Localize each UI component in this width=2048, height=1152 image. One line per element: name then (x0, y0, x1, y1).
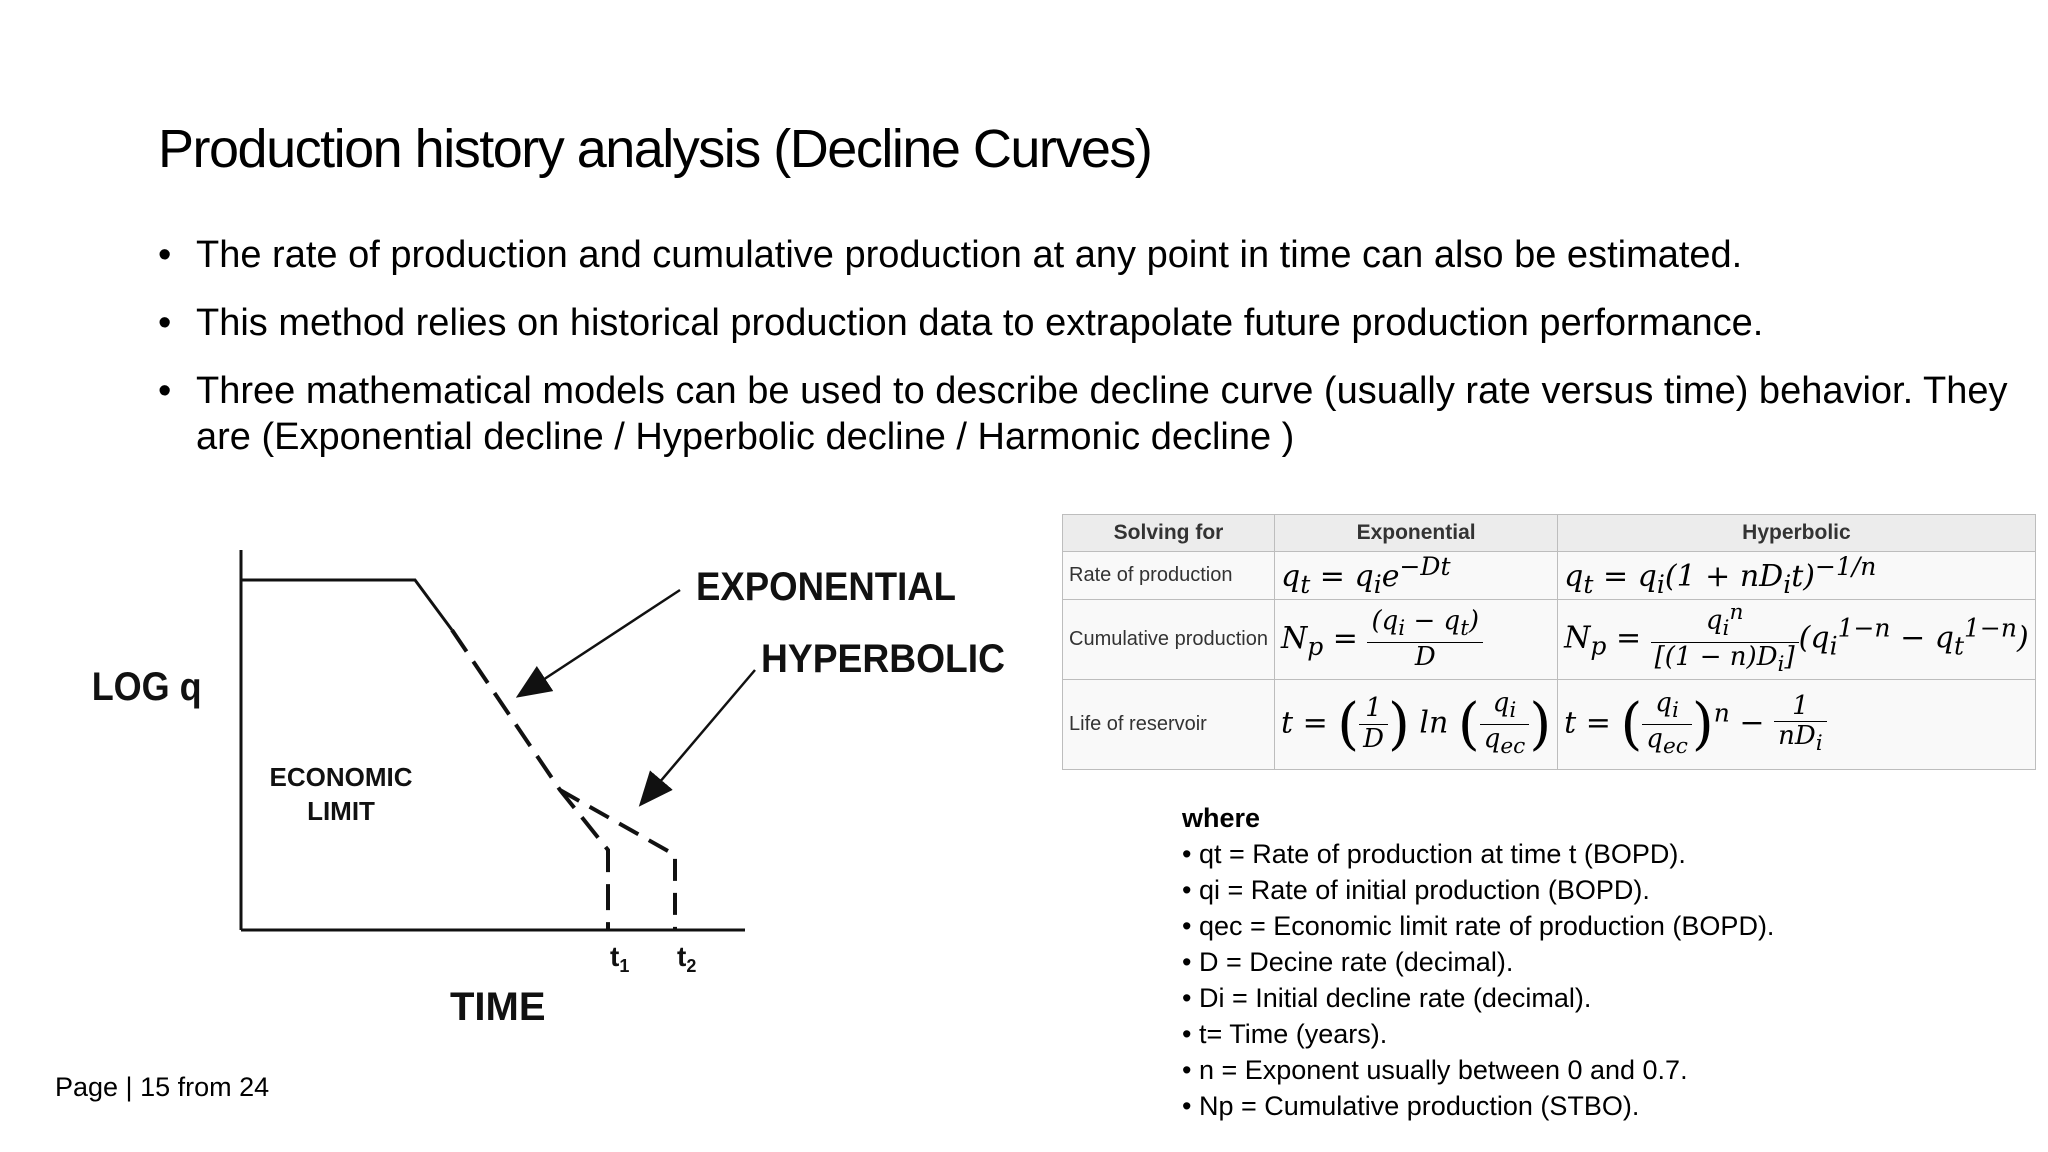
where-heading: where (1182, 803, 1261, 833)
definition-item: • Np = Cumulative production (STBO). (1182, 1091, 1640, 1121)
hyperbolic-life-equation: t = ( $\frac{q_i}{q_{ec}}$ )$^n$ − $\frac{1}{nD_i}$ (1558, 680, 2036, 770)
definition-item: • Di = Initial decline rate (decimal). (1182, 983, 1592, 1013)
row-label: Rate of production (1063, 552, 1275, 600)
definition-item: • t= Time (years). (1182, 1019, 1388, 1049)
table-header-cell: Exponential (1275, 515, 1558, 552)
decline-equations-table (1062, 514, 2036, 770)
decline-curve-figure (80, 530, 1020, 1050)
hyperbolic-arrow (642, 670, 755, 803)
bullet-dot: • (158, 370, 172, 412)
slide-title: Production history analysis (Decline Curves) (158, 119, 1152, 179)
bullet-dot: • (158, 234, 172, 276)
decline-curve-diagram (80, 530, 1020, 1050)
economic-limit-label: LIMIT (307, 796, 375, 826)
table-header-row (1063, 515, 2036, 552)
bullet-list (158, 232, 2008, 482)
t1-label: $t_1$ (610, 941, 630, 976)
hyperbolic-label: HYPERBOLIC (761, 637, 1005, 681)
variable-definitions (1182, 800, 1774, 1124)
table-row (1063, 600, 2036, 680)
table-row (1063, 552, 2036, 600)
plateau-and-decline-line (241, 580, 452, 630)
economic-limit-label: ECONOMIC (269, 762, 413, 792)
exponential-curve (452, 630, 608, 930)
exponential-arrow (520, 590, 680, 695)
hyperbolic-cumulative-equation: $N_p$ = $\frac{q_i^n}{[(1 - n)D_i]}$ $(q_i^{1-n} - q_t^{1-n})$ (1558, 600, 2036, 680)
definition-item: • qt = Rate of production at time t (BOPD). (1182, 839, 1686, 869)
definition-item: • n = Exponent usually between 0 and 0.7. (1182, 1055, 1688, 1085)
table-row (1063, 680, 2036, 770)
page-number: Page | 15 from 24 (55, 1072, 270, 1102)
table-header-cell: Hyperbolic (1558, 515, 2036, 552)
bullet-text: The rate of production and cumulative production at any point in time can also be estimated. (196, 234, 1743, 276)
table-header-cell: Solving for (1063, 515, 1275, 552)
exponential-life-equation: t = ( $\frac{1}{D}$ ) ln ( $\frac{q_i}{q_{ec}}$ ) (1275, 680, 1558, 770)
definition-item: • D = Decine rate (decimal). (1182, 947, 1514, 977)
row-label: Cumulative production (1063, 600, 1275, 680)
y-axis-label: LOG q (91, 665, 202, 710)
bullet-item (158, 368, 2008, 460)
bullet-item (158, 300, 2008, 346)
bullet-text: This method relies on historical production data to extrapolate future production performance. (196, 302, 1764, 344)
exponential-cumulative-equation: $N_p$ = $\frac{(q_i - q_t)}{D}$ (1275, 600, 1558, 680)
x-axis-label: TIME (450, 985, 546, 1029)
row-label: Life of reservoir (1063, 680, 1275, 770)
definition-item: • qi = Rate of initial production (BOPD). (1182, 875, 1650, 905)
bullet-text: Three mathematical models can be used to describe decline curve (usually rate versus time) behavior. They are (Exponential decline / Hyperbolic decline / Harmonic decline ) (196, 370, 2008, 458)
exponential-label: EXPONENTIAL (696, 565, 956, 609)
hyperbolic-curve (560, 790, 675, 930)
hyperbolic-rate-equation: $q_t = q_i(1 + nD_it)^{-1/n}$ (1558, 552, 2036, 600)
bullet-item (158, 232, 2008, 278)
definition-item: • qec = Economic limit rate of production (BOPD). (1182, 911, 1775, 941)
t2-label: $t_2$ (677, 941, 697, 976)
exponential-rate-equation: $q_t = q_ie^{-Dt}$ (1275, 552, 1558, 600)
bullet-dot: • (158, 302, 172, 344)
